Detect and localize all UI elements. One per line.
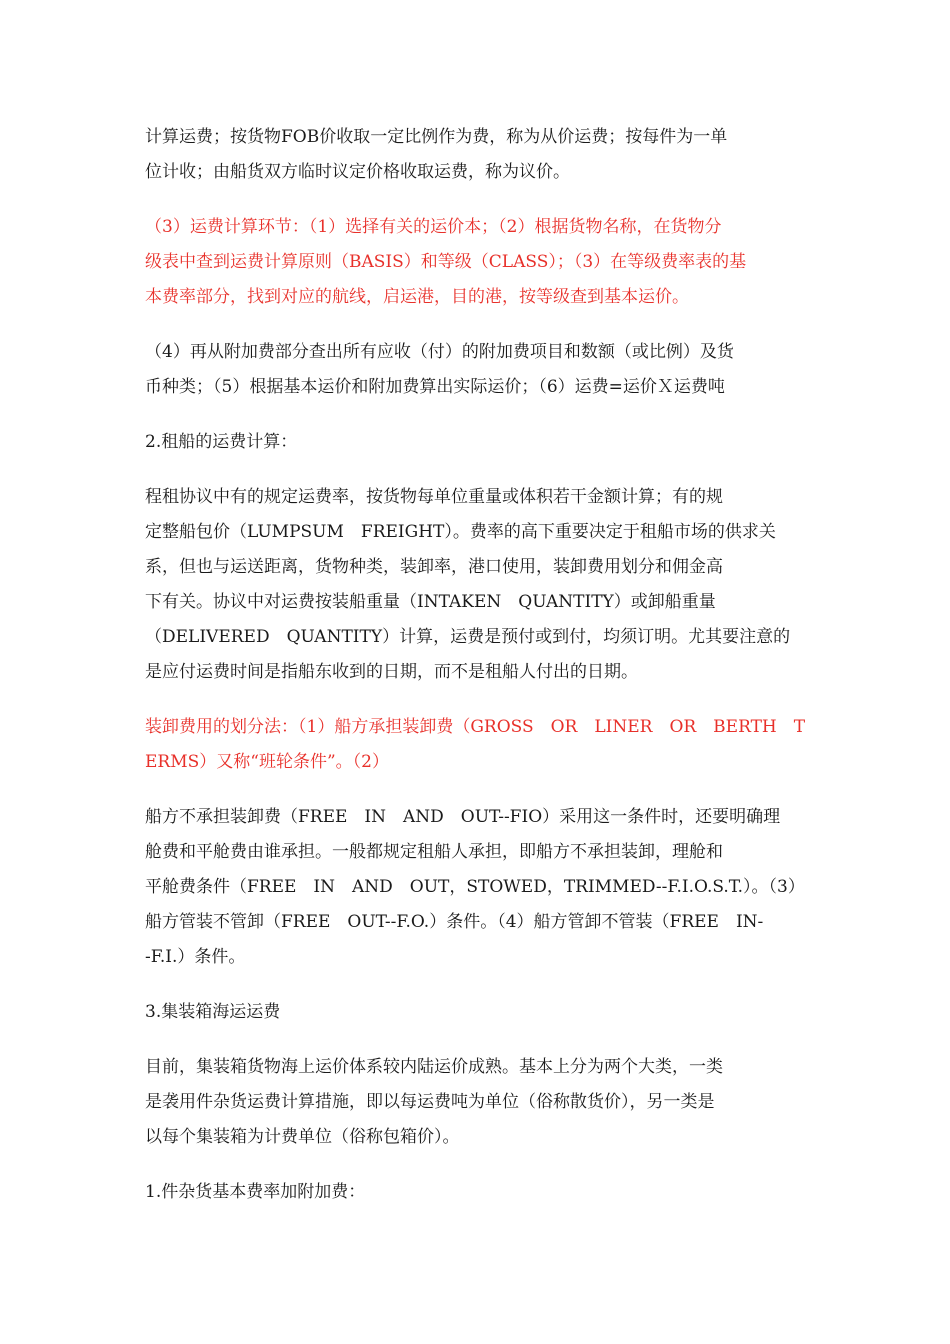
text-line: 币种类；（5）根据基本运价和附加费算出实际运价；（6）运费=运价Ｘ运费吨: [145, 377, 725, 397]
text-line: 级表中查到运费计算原则（BASIS）和等级（CLASS）；（3）在等级费率表的基: [145, 252, 747, 272]
text-line: 2.租船的运费计算：: [145, 432, 298, 452]
text-line: 是袭用件杂货运费计算措施，即以每运费吨为单位（俗称散货价），另一类是: [145, 1092, 715, 1112]
text-line: ERMS）又称“班轮条件”。（2）: [145, 752, 389, 772]
text-line: （3）运费计算环节：（1）选择有关的运价本；（2）根据货物名称，在货物分: [145, 217, 722, 237]
text-line: 舱费和平舱费由谁承担。一般都规定租船人承担，即船方不承担装卸，理舱和: [145, 842, 723, 862]
text-line: 船方管装不管卸（FREE OUT--F.O.）条件。（4）船方管卸不管装（FREE IN-: [145, 912, 764, 932]
text-line: 定整船包价（LUMPSUM FREIGHT）。费率的高下重要决定于租船市场的供求关: [145, 522, 776, 542]
text-line: 3.集装箱海运运费: [145, 1002, 281, 1022]
paragraph: [145, 425, 810, 460]
text-line: 以每个集装箱为计费单位（俗称包箱价）。: [145, 1127, 460, 1147]
text-line: （DELIVERED QUANTITY）计算，运费是预付或到付，均须订明。尤其要注意的: [145, 627, 791, 647]
text-line: 系，但也与运送距离，货物种类，装卸率，港口使用，装卸费用划分和佣金高: [145, 557, 723, 577]
text-line: -F.I.）条件。: [145, 947, 246, 967]
text-line: （4）再从附加费部分查出所有应收（付）的附加费项目和数额（或比例）及货: [145, 342, 734, 362]
text-line: 是应付运费时间是指船东收到的日期，而不是租船人付出的日期。: [145, 662, 638, 682]
text-line: 位计收；由船货双方临时议定价格收取运费，称为议价。: [145, 162, 570, 182]
paragraph: [145, 1175, 810, 1210]
text-line: 平舱费条件（FREE IN AND OUT，STOWED，TRIMMED--F.I.O.S.T.）。（3）: [145, 877, 805, 897]
paragraph: [145, 120, 810, 190]
text-line: 船方不承担装卸费（FREE IN AND OUT--FIO）采用这一条件时，还要明确理: [145, 807, 781, 827]
document-body: [145, 120, 810, 1230]
text-line: 目前，集装箱货物海上运价体系较内陆运价成熟。基本上分为两个大类，一类: [145, 1057, 723, 1077]
text-line: 本费率部分，找到对应的航线，启运港，目的港，按等级查到基本运价。: [145, 287, 689, 307]
paragraph: [145, 995, 810, 1030]
text-line: 程租协议中有的规定运费率，按货物每单位重量或体积若干金额计算；有的规: [145, 487, 723, 507]
text-line: 计算运费；按货物FOB价收取一定比例作为费，称为从价运费；按每件为一单: [145, 127, 728, 147]
text-line: 下有关。协议中对运费按装船重量（INTAKEN QUANTITY）或卸船重量: [145, 592, 716, 612]
highlighted-paragraph: [145, 710, 810, 780]
highlighted-paragraph: [145, 210, 810, 315]
paragraph: [145, 480, 810, 690]
paragraph: [145, 800, 810, 975]
text-line: 装卸费用的划分法：（1）船方承担装卸费（GROSS OR LINER OR BERTH T: [145, 717, 806, 737]
paragraph: [145, 335, 810, 405]
text-line: 1.件杂货基本费率加附加费：: [145, 1182, 366, 1202]
paragraph: [145, 1050, 810, 1155]
